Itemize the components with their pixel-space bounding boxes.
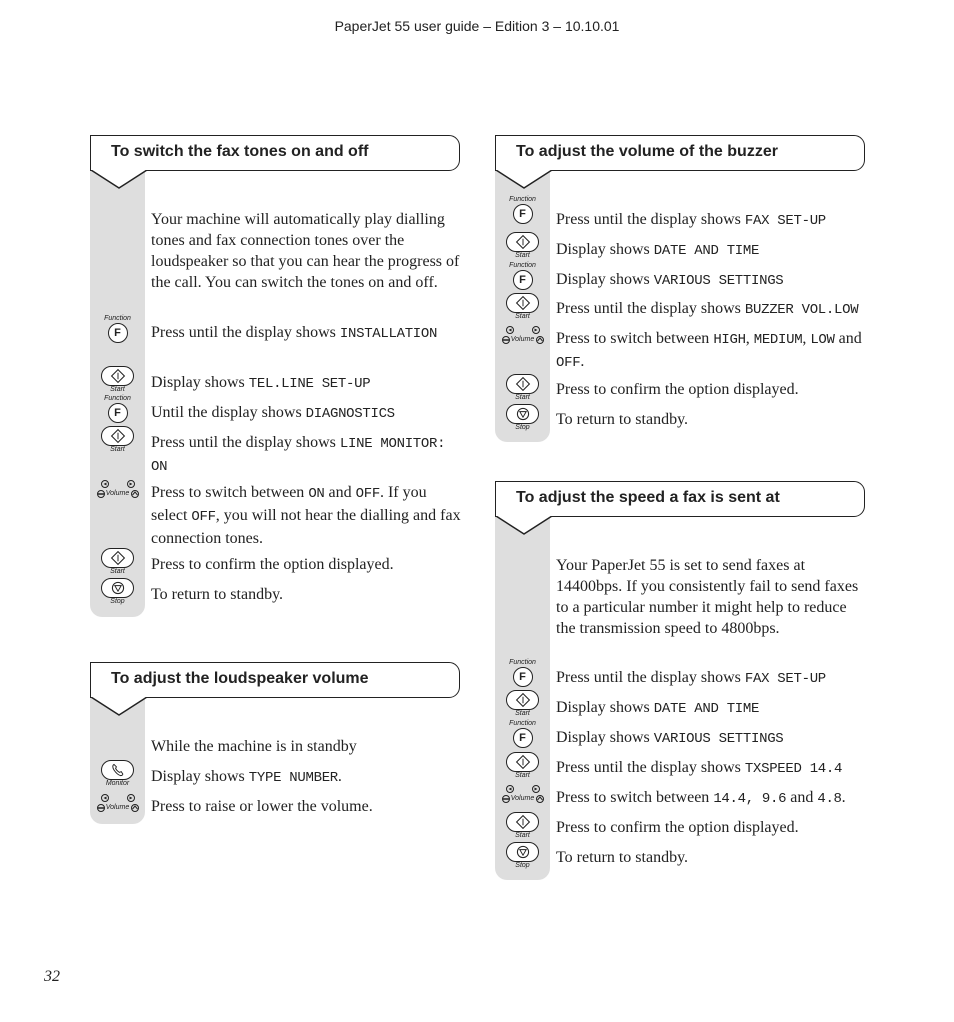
stop-icon [515,844,531,860]
stop-button[interactable]: Stop [90,578,145,606]
start-button[interactable]: Start [90,366,145,394]
stop-button[interactable]: Stop [495,842,550,870]
volume-buttons[interactable]: Volume [90,793,145,815]
start-icon [110,368,126,384]
page-number: 32 [44,968,60,985]
start-icon [515,692,531,708]
section-title: To adjust the loudspeaker volume [90,662,460,698]
volume-buttons[interactable]: Volume [495,784,550,806]
function-key-icon: F [513,728,533,748]
start-button[interactable]: Start [90,548,145,576]
section-title: To adjust the speed a fax is sent at [495,481,865,517]
start-icon [110,428,126,444]
function-key-icon: F [513,667,533,687]
function-key-icon: F [108,403,128,423]
start-button[interactable]: Start [495,374,550,402]
function-button[interactable]: Function F [90,395,145,423]
title-notch [91,697,147,717]
function-button[interactable]: Function F [495,262,550,290]
volume-buttons[interactable]: Volume [495,325,550,347]
start-button[interactable]: Start [495,812,550,840]
title-notch [91,170,147,190]
start-icon [515,814,531,830]
start-icon [110,550,126,566]
function-button[interactable]: Function F [495,659,550,687]
section-fax-speed: To adjust the speed a fax is sent at Your PaperJet 55 is set to send faxes at 14400bps. If you consistently fail to send faxes to a particular number it might help to reduce the transmission speed to 4800bps. Function F Press until the display shows FAX SET-UP Start Display shows DATE AND TIME Function F Display shows VARIOUS SETTINGS Start Press until the display shows TXSPEED 14.4 Volume Press to switch between 14.4, 9.6 and 4.8. Start Press to confirm the option displayed. Stop To return to standby. [495,481,865,880]
volume-buttons[interactable]: Volume [90,479,145,501]
start-button[interactable]: Start [495,752,550,780]
start-button[interactable]: Start [90,426,145,454]
monitor-button[interactable]: Monitor [90,760,145,788]
start-icon [515,376,531,392]
start-button[interactable]: Start [495,690,550,718]
start-button[interactable]: Start [495,293,550,321]
section-buzzer: To adjust the volume of the buzzer Function F Press until the display shows FAX SET-UP Start Display shows DATE AND TIME Function F Display shows VARIOUS SETTINGS Start Press until the display shows BUZZER VOL.LOW Volume Press to switch between HIGH, MEDIUM, LOW and OFF. Start Press to confirm the option displayed. Stop To return to standby. [495,135,865,442]
function-key-icon: F [108,323,128,343]
section-fax-tones: To switch the fax tones on and off Your machine will automatically play dialling tones and fax connection tones over the loudspeaker so that you can hear the progress of the call. You can switch the tones on and off. Function F Press until the display shows INSTALLATION Start Display shows TEL.LINE SET-UP Function F Until the display shows DIAGNOSTICS Start Press until the display shows LINE MONITOR: ON Volume Press to switch between ON and OFF. If you select OFF, you will not hear the dialling and fax connection tones. Start Press to confirm the option displayed. Stop To return to standby. [90,135,460,617]
section-title: To adjust the volume of the buzzer [495,135,865,171]
stop-button[interactable]: Stop [495,404,550,432]
start-button[interactable]: Start [495,232,550,260]
start-icon [515,754,531,770]
section-loudspeaker: To adjust the loudspeaker volume While the machine is in standby Monitor Display shows TYPE NUMBER. Volume Press to raise or lower the volume. [90,662,460,824]
phone-icon [110,762,126,778]
function-button[interactable]: Function F [495,196,550,224]
stop-icon [110,580,126,596]
function-key-icon: F [513,204,533,224]
running-header: PaperJet 55 user guide – Edition 3 – 10.10.01 [334,18,620,34]
function-button[interactable]: Function F [90,315,145,343]
title-notch [496,170,552,190]
title-notch [496,516,552,536]
section-title: To switch the fax tones on and off [90,135,460,171]
start-icon [515,295,531,311]
stop-icon [515,406,531,422]
start-icon [515,234,531,250]
function-button[interactable]: Function F [495,720,550,748]
function-key-icon: F [513,270,533,290]
